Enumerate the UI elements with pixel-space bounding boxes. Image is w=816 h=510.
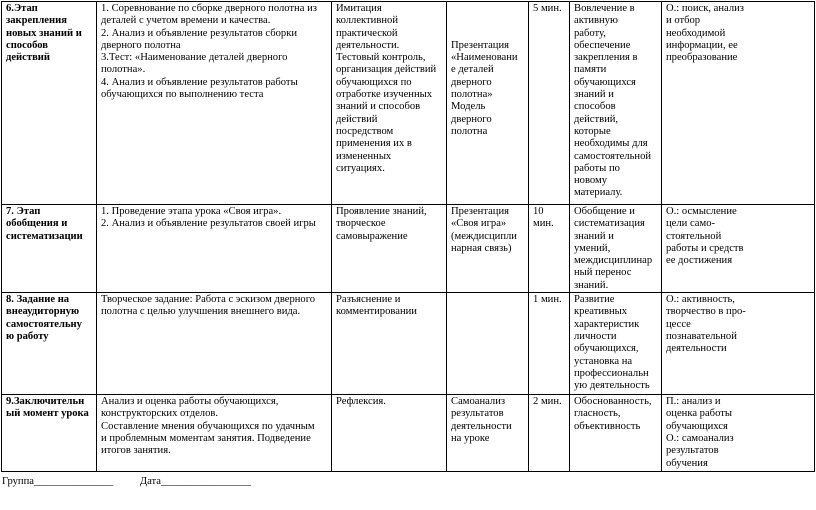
uud-cell: П.: анализ и оценка работы обучающихся О.: самоанализ результатов обучения bbox=[662, 395, 815, 472]
means-cell: Самоанализ результатов деятельности на уроке bbox=[447, 395, 529, 472]
uud-cell: О.: осмысление цели само- стоятельной работы и средств ее достижения bbox=[662, 205, 815, 293]
table-row bbox=[2, 2, 815, 205]
lesson-plan-table bbox=[1, 1, 815, 472]
method-cell: Имитация коллективной практической деятельности. Тестовый контроль, организация действий обучающихся по отработке изученных знаний и способов действий посредством применения их в измененных ситуациях. bbox=[332, 2, 447, 205]
date-label: Дата bbox=[139, 476, 162, 487]
table-row bbox=[2, 395, 815, 472]
result-cell: Развитие креативных характеристик личности обучающихся, установка на профессиональн ую деятельность bbox=[570, 293, 662, 395]
time-cell: 1 мин. bbox=[529, 293, 570, 395]
time-cell: 10 мин. bbox=[529, 205, 570, 293]
stage-cell: 6.Этап закрепления новых знаний и способов действий bbox=[2, 2, 97, 205]
result-cell: Обоснованность, гласность, объективность bbox=[570, 395, 662, 472]
means-cell bbox=[447, 293, 529, 395]
table-row bbox=[2, 293, 815, 395]
stage-cell: 9.Заключительн ый момент урока bbox=[2, 395, 97, 472]
stage-cell: 7. Этап обобщения и систематизации bbox=[2, 205, 97, 293]
group-label: Группа bbox=[2, 476, 34, 487]
content-cell: Анализ и оценка работы обучающихся, конструкторских отделов. Составление мнения обучающихся по удачным и проблемным моментам занятия. Подведение итогов занятия. bbox=[97, 395, 332, 472]
means-cell: Презентация «Наименовани е деталей дверного полотна» Модель дверного полотна bbox=[447, 2, 529, 205]
time-cell: 5 мин. bbox=[529, 2, 570, 205]
date-blank: _________________ bbox=[161, 476, 252, 487]
content-cell: 1. Соревнование по сборке дверного полотна из деталей с учетом времени и качества. 2. Анализ и объявление результатов сборки дверного полотна 3.Тест: «Наименование деталей дверного полотна». 4. Анализ и объявление результатов работы обучающихся по выполнению теста bbox=[97, 2, 332, 205]
result-cell: Обобщение и систематизация знаний и умений, междисциплинар ный перенос знаний. bbox=[570, 205, 662, 293]
method-cell: Проявление знаний, творческое самовыражение bbox=[332, 205, 447, 293]
time-cell: 2 мин. bbox=[529, 395, 570, 472]
uud-cell: О.: поиск, анализ и отбор необходимой информации, ее преобразование bbox=[662, 2, 815, 205]
means-cell: Презентация «Своя игра» (междисципли нарная связь) bbox=[447, 205, 529, 293]
result-cell: Вовлечение в активную работу, обеспечение закрепления в памяти обучающихся знаний и способов действий, которые необходимы для самостоятельной работы по новому материалу. bbox=[570, 2, 662, 205]
method-cell: Разъяснение и комментировании bbox=[332, 293, 447, 395]
uud-cell: О.: активность, творчество в про- цессе познавательной деятельности bbox=[662, 293, 815, 395]
stage-cell: 8. Задание на внеаудиторную самостоятельну ю работу bbox=[2, 293, 97, 395]
method-cell: Рефлексия. bbox=[332, 395, 447, 472]
table-row bbox=[2, 205, 815, 293]
content-cell: 1. Проведение этапа урока «Своя игра». 2. Анализ и объявление результатов своей игры bbox=[97, 205, 332, 293]
footer bbox=[2, 475, 251, 488]
group-blank: _______________ bbox=[33, 476, 114, 487]
content-cell: Творческое задание: Работа с эскизом дверного полотна с целью улучшения внешнего вида. bbox=[97, 293, 332, 395]
